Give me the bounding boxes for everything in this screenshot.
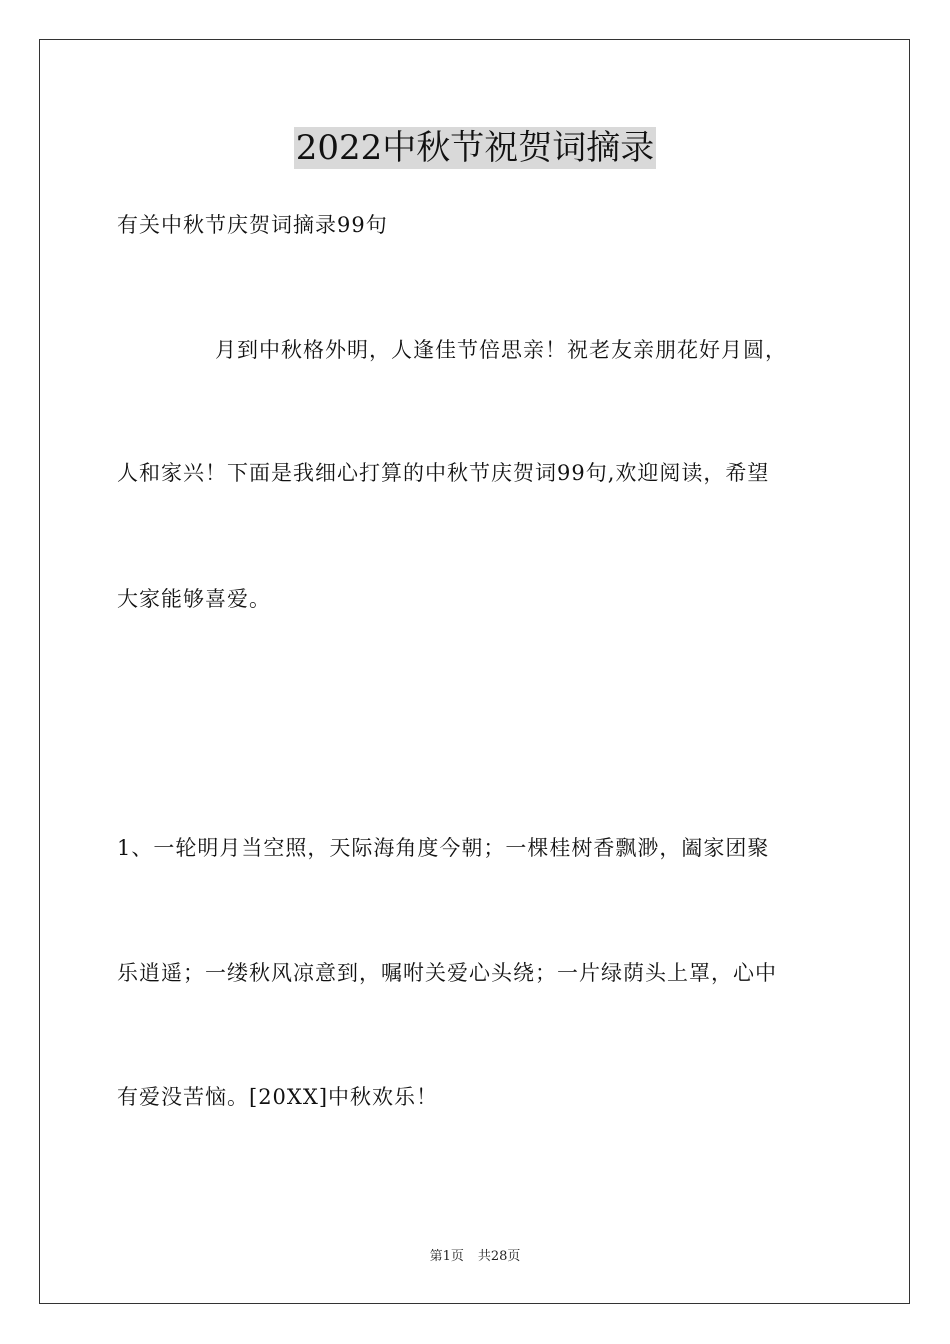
- page-footer: [0, 1248, 950, 1266]
- intro-line-1: 月到中秋格外明，人逢佳节倍思亲！祝老友亲朋花好月圆，: [215, 338, 787, 362]
- title-container: [0, 127, 950, 169]
- page-total: 共28页: [477, 1249, 521, 1264]
- item1-line-1: 1、一轮明月当空照，天际海角度今朝；一棵桂树香飘渺，阖家团聚: [117, 836, 770, 860]
- intro-line-3: 大家能够喜爱。: [117, 587, 271, 611]
- intro-line-2: 人和家兴！下面是我细心打算的中秋节庆贺词99句,欢迎阅读，希望: [117, 461, 770, 485]
- subtitle: 有关中秋节庆贺词摘录99句: [117, 213, 388, 237]
- item1-line-2: 乐逍遥；一缕秋风凉意到，嘱咐关爱心头绕；一片绿荫头上罩，心中: [117, 961, 777, 985]
- page-number: 第1页: [429, 1249, 464, 1264]
- document-title: 2022中秋节祝贺词摘录: [295, 128, 655, 168]
- item1-line-3: 有爱没苦恼。[20XX]中秋欢乐！: [117, 1085, 439, 1109]
